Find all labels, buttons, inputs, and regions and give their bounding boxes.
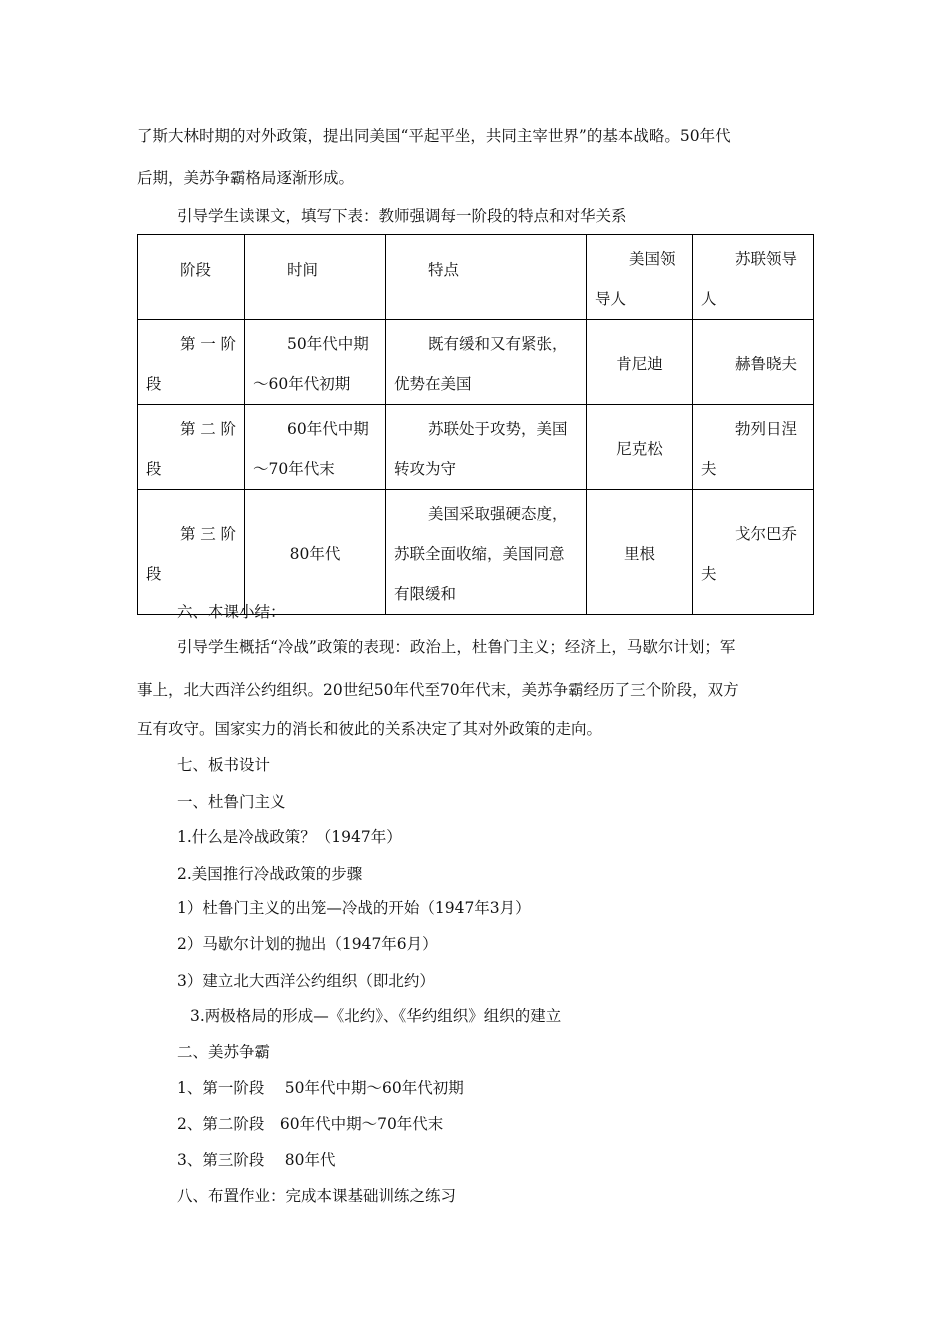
board-item: 2）马歇尔计划的抛出（1947年6月）: [177, 935, 438, 953]
summary-heading: 六、本课小结：: [177, 603, 286, 621]
table-row: [138, 320, 814, 405]
board-item: 1）杜鲁门主义的出笼—冷战的开始（1947年3月）: [177, 899, 531, 917]
stages-table: [137, 234, 814, 615]
board-item: 1.什么是冷战政策？（1947年）: [177, 828, 402, 846]
board-item: 1、第一阶段 50年代中期～60年代初期: [177, 1079, 464, 1097]
row1-time: 50年代中期～60年代初期: [253, 335, 369, 393]
summary-line-3: 互有攻守。国家实力的消长和彼此的关系决定了其对外政策的走向。: [137, 720, 603, 738]
intro-line-1: 了斯大林时期的对外政策，提出同美国“平起平坐，共同主宰世界”的基本战略。50年代: [137, 127, 731, 145]
header-us-leader: 美国领导人: [587, 235, 693, 320]
intro-line-2: 后期，美苏争霸格局逐渐形成。: [137, 169, 355, 187]
row2-time: 60年代中期～70年代末: [253, 420, 369, 478]
row1-ussr-leader: 赫鲁晓夫: [735, 355, 798, 373]
homework: 八、布置作业：完成本课基础训练之练习: [177, 1187, 457, 1205]
row1-us-leader: 肯尼迪: [616, 355, 663, 373]
header-time: 时间: [245, 235, 386, 320]
row3-us-leader: 里根: [623, 545, 655, 563]
header-ussr-leader: 苏联领导人: [693, 235, 814, 320]
row1-feature: 既有缓和又有紧张，优势在美国: [394, 335, 568, 393]
table-row: [138, 405, 814, 490]
board-item: 3.两极格局的形成—《北约》、《华约组织》组织的建立: [190, 1007, 562, 1025]
row1-stage: 第一阶段: [146, 335, 236, 393]
board-item: 二、美苏争霸: [177, 1043, 271, 1061]
table-header-row: [138, 235, 814, 320]
summary-line-2: 事上，北大西洋公约组织。20世纪50年代至70年代末，美苏争霸经历了三个阶段，双方: [137, 681, 739, 699]
board-heading: 七、板书设计: [177, 756, 271, 774]
header-stage: 阶段: [138, 235, 245, 320]
board-item: 2、第二阶段 60年代中期～70年代末: [177, 1115, 444, 1133]
board-item: 2.美国推行冷战政策的步骤: [177, 865, 363, 883]
row2-us-leader: 尼克松: [616, 440, 663, 458]
board-item: 3、第三阶段 80年代: [177, 1151, 336, 1169]
row3-ussr-leader: 戈尔巴乔夫: [701, 525, 798, 583]
row2-ussr-leader: 勃列日涅夫: [701, 420, 798, 478]
board-item: 3）建立北大西洋公约组织（即北约）: [177, 972, 435, 990]
row2-stage: 第二阶段: [146, 420, 236, 478]
table-row: [138, 490, 814, 615]
row2-feature: 苏联处于攻势，美国转攻为守: [394, 420, 568, 478]
row3-stage: 第三阶段: [146, 525, 236, 583]
header-feature: 特点: [386, 235, 587, 320]
summary-line-1: 引导学生概括“冷战”政策的表现：政治上，杜鲁门主义；经济上，马歇尔计划；军: [177, 638, 736, 656]
board-item: 一、杜鲁门主义: [177, 793, 286, 811]
row3-time: 80年代: [289, 545, 341, 563]
table-intro: 引导学生读课文，填写下表：教师强调每一阶段的特点和对华关系: [177, 207, 627, 225]
row3-feature: 美国采取强硬态度，苏联全面收缩，美国同意有限缓和: [394, 505, 568, 603]
